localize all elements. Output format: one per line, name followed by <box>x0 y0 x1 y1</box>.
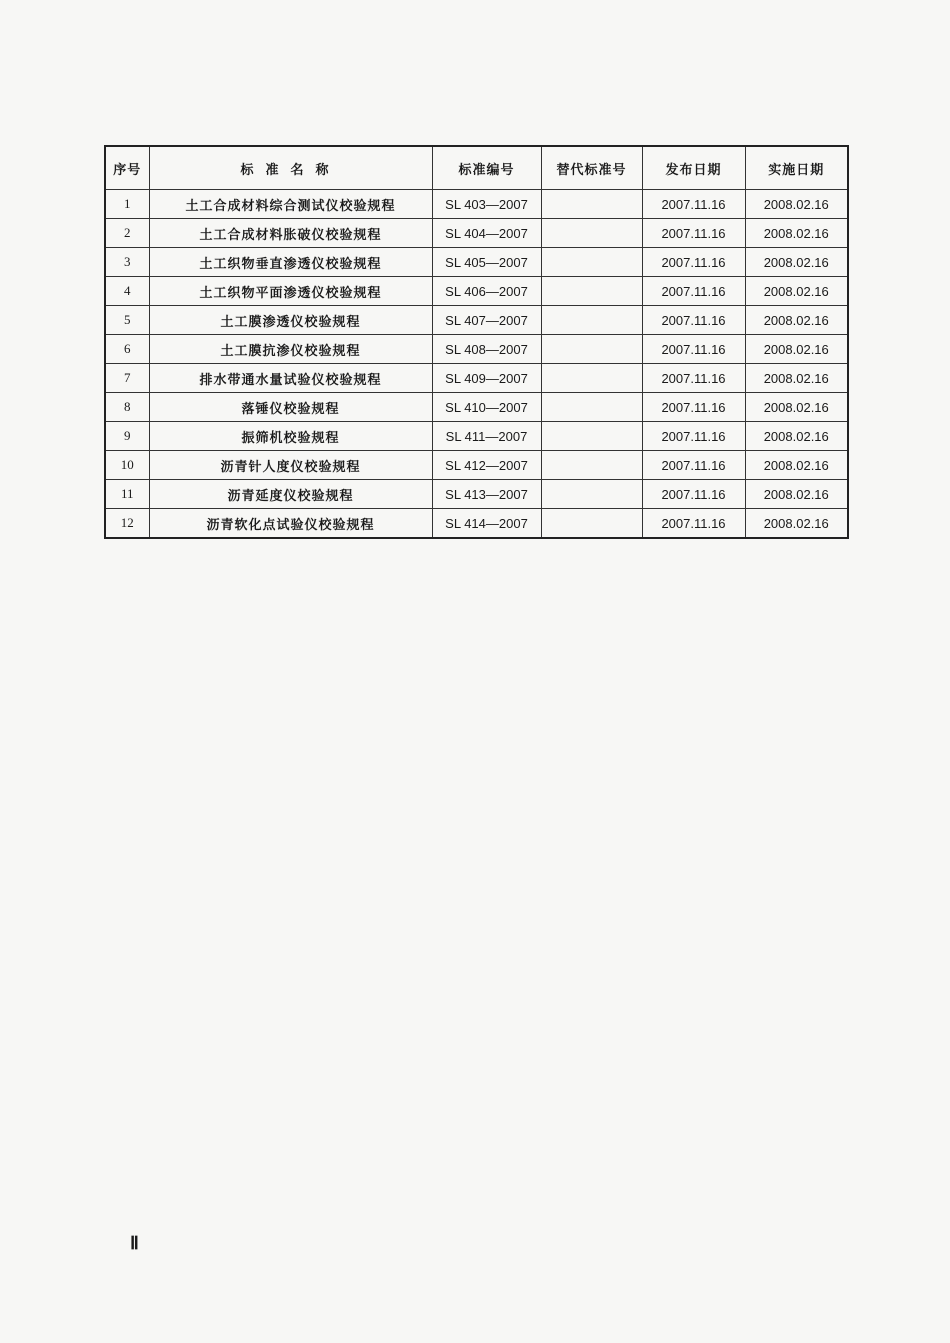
cell-standard-code: SL 413—2007 <box>432 480 541 509</box>
table-row <box>105 335 848 364</box>
cell-standard-code: SL 403—2007 <box>432 190 541 219</box>
table-row <box>105 219 848 248</box>
table-row <box>105 364 848 393</box>
cell-seq: 10 <box>105 451 149 480</box>
header-seq: 序号 <box>105 146 149 190</box>
cell-effective-date: 2008.02.16 <box>745 451 848 480</box>
cell-replaced-standard <box>541 422 642 451</box>
cell-effective-date: 2008.02.16 <box>745 393 848 422</box>
table-row <box>105 480 848 509</box>
cell-release-date: 2007.11.16 <box>642 480 745 509</box>
cell-standard-code: SL 405—2007 <box>432 248 541 277</box>
table-row <box>105 190 848 219</box>
cell-effective-date: 2008.02.16 <box>745 219 848 248</box>
cell-replaced-standard <box>541 306 642 335</box>
cell-effective-date: 2008.02.16 <box>745 306 848 335</box>
table-row <box>105 277 848 306</box>
cell-replaced-standard <box>541 277 642 306</box>
cell-seq: 1 <box>105 190 149 219</box>
cell-standard-name: 沥青针人度仪校验规程 <box>149 451 432 480</box>
standards-table <box>104 145 849 539</box>
cell-effective-date: 2008.02.16 <box>745 509 848 539</box>
cell-standard-code: SL 406—2007 <box>432 277 541 306</box>
cell-standard-code: SL 404—2007 <box>432 219 541 248</box>
cell-seq: 9 <box>105 422 149 451</box>
cell-effective-date: 2008.02.16 <box>745 422 848 451</box>
cell-seq: 2 <box>105 219 149 248</box>
cell-standard-name: 土工织物垂直渗透仪校验规程 <box>149 248 432 277</box>
cell-release-date: 2007.11.16 <box>642 509 745 539</box>
cell-replaced-standard <box>541 364 642 393</box>
cell-seq: 5 <box>105 306 149 335</box>
header-replaced: 替代标准号 <box>541 146 642 190</box>
header-code: 标准编号 <box>432 146 541 190</box>
cell-standard-name: 振筛机校验规程 <box>149 422 432 451</box>
cell-standard-name: 沥青延度仪校验规程 <box>149 480 432 509</box>
page-number: Ⅱ <box>130 1233 139 1253</box>
cell-standard-name: 土工膜抗渗仪校验规程 <box>149 335 432 364</box>
table-row <box>105 451 848 480</box>
cell-standard-name: 排水带通水量试验仪校验规程 <box>149 364 432 393</box>
cell-release-date: 2007.11.16 <box>642 219 745 248</box>
cell-replaced-standard <box>541 480 642 509</box>
cell-release-date: 2007.11.16 <box>642 422 745 451</box>
cell-seq: 8 <box>105 393 149 422</box>
table-row <box>105 306 848 335</box>
cell-standard-code: SL 409—2007 <box>432 364 541 393</box>
cell-seq: 3 <box>105 248 149 277</box>
cell-release-date: 2007.11.16 <box>642 190 745 219</box>
cell-release-date: 2007.11.16 <box>642 451 745 480</box>
cell-effective-date: 2008.02.16 <box>745 364 848 393</box>
cell-replaced-standard <box>541 219 642 248</box>
table-row <box>105 509 848 539</box>
cell-standard-code: SL 411—2007 <box>432 422 541 451</box>
cell-release-date: 2007.11.16 <box>642 277 745 306</box>
cell-release-date: 2007.11.16 <box>642 364 745 393</box>
cell-seq: 6 <box>105 335 149 364</box>
cell-seq: 4 <box>105 277 149 306</box>
table-body <box>105 190 848 539</box>
cell-release-date: 2007.11.16 <box>642 335 745 364</box>
cell-standard-name: 土工合成材料胀破仪校验规程 <box>149 219 432 248</box>
cell-release-date: 2007.11.16 <box>642 393 745 422</box>
cell-release-date: 2007.11.16 <box>642 248 745 277</box>
cell-seq: 11 <box>105 480 149 509</box>
cell-standard-code: SL 410—2007 <box>432 393 541 422</box>
header-effective-date: 实施日期 <box>745 146 848 190</box>
cell-replaced-standard <box>541 335 642 364</box>
cell-replaced-standard <box>541 451 642 480</box>
table-header-row <box>105 146 848 190</box>
cell-replaced-standard <box>541 509 642 539</box>
table-row <box>105 422 848 451</box>
cell-standard-name: 土工织物平面渗透仪校验规程 <box>149 277 432 306</box>
cell-standard-code: SL 414—2007 <box>432 509 541 539</box>
cell-effective-date: 2008.02.16 <box>745 335 848 364</box>
cell-standard-name: 土工合成材料综合测试仪校验规程 <box>149 190 432 219</box>
header-name: 标准名称 <box>149 146 432 190</box>
table-row <box>105 248 848 277</box>
cell-seq: 12 <box>105 509 149 539</box>
cell-standard-code: SL 407—2007 <box>432 306 541 335</box>
cell-standard-name: 落锤仪校验规程 <box>149 393 432 422</box>
cell-standard-name: 土工膜渗透仪校验规程 <box>149 306 432 335</box>
cell-effective-date: 2008.02.16 <box>745 277 848 306</box>
cell-standard-code: SL 408—2007 <box>432 335 541 364</box>
cell-standard-code: SL 412—2007 <box>432 451 541 480</box>
cell-seq: 7 <box>105 364 149 393</box>
cell-effective-date: 2008.02.16 <box>745 248 848 277</box>
cell-replaced-standard <box>541 393 642 422</box>
cell-effective-date: 2008.02.16 <box>745 190 848 219</box>
cell-standard-name: 沥青软化点试验仪校验规程 <box>149 509 432 539</box>
table-row <box>105 393 848 422</box>
cell-replaced-standard <box>541 248 642 277</box>
cell-effective-date: 2008.02.16 <box>745 480 848 509</box>
cell-replaced-standard <box>541 190 642 219</box>
header-release-date: 发布日期 <box>642 146 745 190</box>
cell-release-date: 2007.11.16 <box>642 306 745 335</box>
